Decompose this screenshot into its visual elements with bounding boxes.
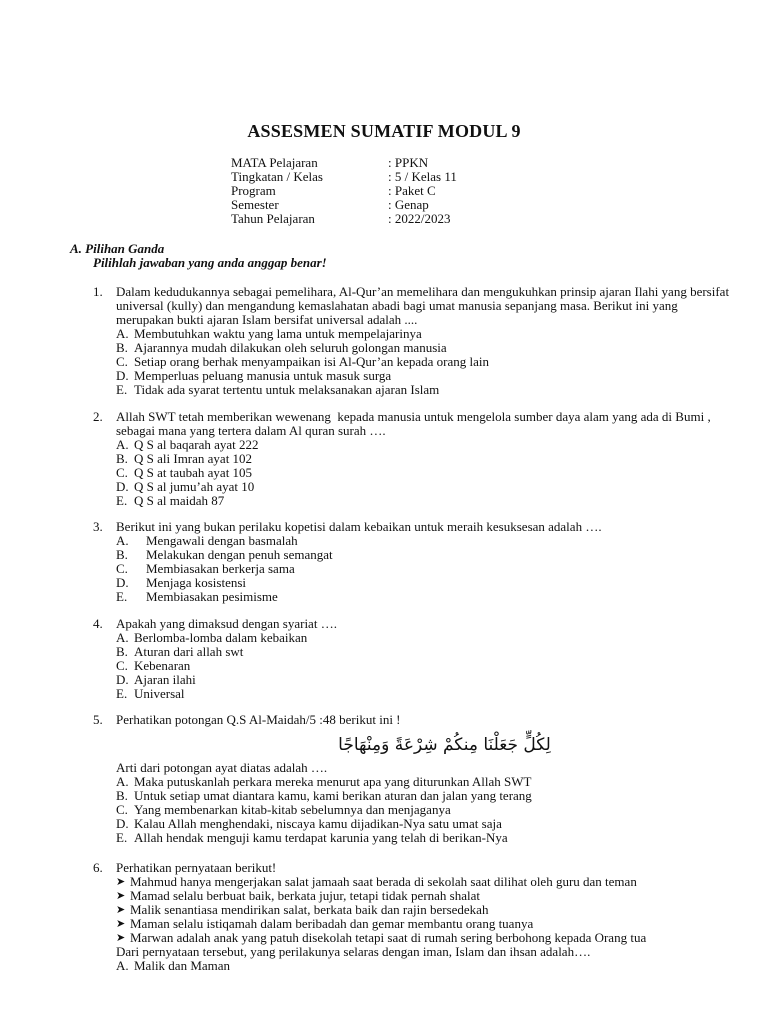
arrow-bullet-icon: ➤	[116, 931, 126, 944]
info-label: Tingkatan / Kelas	[231, 169, 323, 184]
option-b[interactable]	[116, 341, 733, 355]
statement-text: Mamad selalu berbuat baik, berkata jujur, tetapi tidak pernah shalat	[130, 888, 480, 903]
question-text: Apakah yang dimaksud dengan syariat ….	[116, 616, 337, 631]
option-label: B.	[116, 644, 128, 659]
option-text: Maka putuskanlah perkara mereka menurut apa yang diturunkan Allah SWT	[134, 774, 532, 789]
option-label: A.	[116, 437, 129, 452]
question-number: 5.	[93, 712, 103, 727]
option-a[interactable]	[116, 438, 733, 452]
statement-text: Malik senantiasa mendirikan salat, berkata baik dan rajin bersedekah	[130, 902, 489, 917]
option-text: Q S ali Imran ayat 102	[134, 451, 253, 466]
option-a[interactable]	[116, 631, 733, 645]
statement-item	[116, 889, 733, 903]
option-b[interactable]	[116, 452, 733, 466]
question-text: Dalam kedudukannya sebagai pemelihara, Al-Qur’an memelihara dan mengukuhkan prinsip ajaran Ilahi yang bersifat universal (kully) dan mengandung kemaslahatan abadi bagi umat manusia sepanjang masa. Berikut ini yang merupakan bukti ajaran Islam bersifat universal adalah ....	[116, 284, 733, 327]
option-e[interactable]	[116, 831, 733, 845]
statement-item	[116, 931, 733, 945]
arrow-bullet-icon: ➤	[116, 875, 126, 888]
option-label: D.	[116, 368, 129, 383]
option-label: A.	[116, 958, 129, 973]
info-value: : 5 / Kelas 11	[388, 169, 457, 184]
option-text: Q S al maidah 87	[134, 493, 225, 508]
option-text: Q S at taubah ayat 105	[134, 465, 253, 480]
option-label: D.	[116, 575, 129, 590]
info-row-semester	[231, 198, 457, 212]
option-label: C.	[116, 354, 128, 369]
info-label: MATA Pelajaran	[231, 155, 318, 170]
option-label: C.	[116, 802, 128, 817]
question-2	[93, 410, 733, 508]
info-label: Program	[231, 183, 276, 198]
arrow-bullet-icon: ➤	[116, 903, 126, 916]
option-text: Mengawali dengan basmalah	[146, 533, 298, 548]
option-c[interactable]	[116, 659, 733, 673]
option-c[interactable]	[116, 562, 733, 576]
option-e[interactable]	[116, 687, 733, 701]
option-label: D.	[116, 672, 129, 687]
info-row-program	[231, 184, 457, 198]
info-row-year	[231, 212, 457, 226]
section-heading: A. Pilihan Ganda	[70, 241, 165, 256]
option-text: Setiap orang berhak menyampaikan isi Al-Qur’an kepada orang lain	[134, 354, 489, 369]
option-label: B.	[116, 547, 128, 562]
question-1	[93, 285, 733, 397]
option-text: Ajaran ilahi	[134, 672, 196, 687]
statement-text: Marwan adalah anak yang patuh disekolah tetapi saat di rumah sering berbohong kepada Orang tua	[130, 930, 647, 945]
option-text: Aturan dari allah swt	[134, 644, 244, 659]
option-c[interactable]	[116, 355, 733, 369]
option-text: Yang membenarkan kitab-kitab sebelumnya dan menjaganya	[134, 802, 451, 817]
option-text: Q S al jumu’ah ayat 10	[134, 479, 255, 494]
question-text: Berikut ini yang bukan perilaku kopetisi dalam kebaikan untuk meraih kesuksesan adalah ….	[116, 519, 602, 534]
statement-item	[116, 903, 733, 917]
option-label: A.	[116, 326, 129, 341]
question-6	[93, 861, 733, 973]
option-label: C.	[116, 561, 128, 576]
question-text: Perhatikan potongan Q.S Al-Maidah/5 :48 berikut ini !	[116, 712, 401, 727]
statement-text: Mahmud hanya mengerjakan salat jamaah saat berada di sekolah saat dilihat oleh guru dan teman	[130, 874, 637, 889]
option-d[interactable]	[116, 576, 733, 590]
question-3	[93, 520, 733, 604]
option-text: Allah hendak menguji kamu terdapat karunia yang telah di berikan-Nya	[134, 830, 508, 845]
info-row-grade	[231, 170, 457, 184]
option-text: Kalau Allah menghendaki, niscaya kamu dijadikan-Nya satu umat saja	[134, 816, 502, 831]
option-text: Membutuhkan waktu yang lama untuk mempelajarinya	[134, 326, 422, 341]
option-label: E.	[116, 382, 128, 397]
option-c[interactable]	[116, 466, 733, 480]
question-subtext: Dari pernyataan tersebut, yang perilakunya selaras dengan iman, Islam dan ihsan adalah….	[116, 944, 591, 959]
statement-item	[116, 917, 733, 931]
option-label: B.	[116, 788, 128, 803]
option-label: B.	[116, 340, 128, 355]
option-c[interactable]	[116, 803, 733, 817]
option-e[interactable]	[116, 383, 733, 397]
option-a[interactable]	[116, 327, 733, 341]
option-label: E.	[116, 589, 128, 604]
option-a[interactable]	[116, 775, 733, 789]
option-label: C.	[116, 658, 128, 673]
option-label: E.	[116, 686, 128, 701]
option-d[interactable]	[116, 817, 733, 831]
option-d[interactable]	[116, 673, 733, 687]
option-label: D.	[116, 479, 129, 494]
option-text: Melakukan dengan penuh semangat	[146, 547, 333, 562]
info-value: : Paket C	[388, 183, 436, 198]
option-label: D.	[116, 816, 129, 831]
option-e[interactable]	[116, 494, 733, 508]
question-number: 3.	[93, 519, 103, 534]
question-text: Perhatikan pernyataan berikut!	[116, 860, 277, 875]
option-label: E.	[116, 830, 128, 845]
option-label: A.	[116, 533, 129, 548]
question-number: 6.	[93, 860, 103, 875]
option-label: C.	[116, 465, 128, 480]
question-text: Allah SWT tetah memberikan wewenang kepada manusia untuk mengelola sumber daya alam yang ada di Bumi , sebagai mana yang tertera dalam Al quran surah ….	[116, 409, 714, 438]
option-text: Menjaga kosistensi	[146, 575, 247, 590]
option-text: Untuk setiap umat diantara kamu, kami berikan aturan dan jalan yang terang	[134, 788, 532, 803]
statement-item	[116, 875, 733, 889]
question-subtext: Arti dari potongan ayat diatas adalah ….	[116, 760, 328, 775]
option-b[interactable]	[116, 548, 733, 562]
option-label: A.	[116, 774, 129, 789]
info-label: Semester	[231, 197, 279, 212]
page-title: ASSESMEN SUMATIF MODUL 9	[247, 121, 521, 141]
option-text: Tidak ada syarat tertentu untuk melaksanakan ajaran Islam	[134, 382, 440, 397]
option-text: Q S al baqarah ayat 222	[134, 437, 259, 452]
section-instruction: Pilihlah jawaban yang anda anggap benar!	[93, 255, 327, 270]
option-d[interactable]	[116, 369, 733, 383]
option-a[interactable]	[116, 534, 733, 548]
question-5	[93, 713, 733, 845]
info-value: : 2022/2023	[388, 211, 451, 226]
question-number: 1.	[93, 284, 103, 299]
option-label: B.	[116, 451, 128, 466]
option-text: Malik dan Maman	[134, 958, 231, 973]
question-number: 2.	[93, 409, 103, 424]
option-text: Universal	[134, 686, 185, 701]
option-label: E.	[116, 493, 128, 508]
option-text: Ajarannya mudah dilakukan oleh seluruh golongan manusia	[134, 340, 447, 355]
option-text: Membiasakan pesimisme	[146, 589, 278, 604]
option-text: Kebenaran	[134, 658, 191, 673]
info-block	[231, 156, 457, 226]
question-4	[93, 617, 733, 701]
arabic-verse: لِكُلٍّ جَعَلْنَا مِنكُمْ شِرْعَةً وَمِنْهَاجًا	[338, 735, 551, 755]
option-text: Membiasakan berkerja sama	[146, 561, 295, 576]
option-label: A.	[116, 630, 129, 645]
arrow-bullet-icon: ➤	[116, 889, 126, 902]
info-value: : Genap	[388, 197, 429, 212]
option-a[interactable]	[116, 959, 733, 973]
option-d[interactable]	[116, 480, 733, 494]
option-b[interactable]	[116, 645, 733, 659]
option-e[interactable]	[116, 590, 733, 604]
option-b[interactable]	[116, 789, 733, 803]
option-text: Memperluas peluang manusia untuk masuk surga	[134, 368, 392, 383]
statement-text: Maman selalu istiqamah dalam beribadah dan gemar membantu orang tuanya	[130, 916, 534, 931]
info-value: : PPKN	[388, 155, 429, 170]
info-label: Tahun Pelajaran	[231, 211, 315, 226]
arrow-bullet-icon: ➤	[116, 917, 126, 930]
option-text: Berlomba-lomba dalam kebaikan	[134, 630, 308, 645]
question-number: 4.	[93, 616, 103, 631]
info-row-subject	[231, 156, 457, 170]
